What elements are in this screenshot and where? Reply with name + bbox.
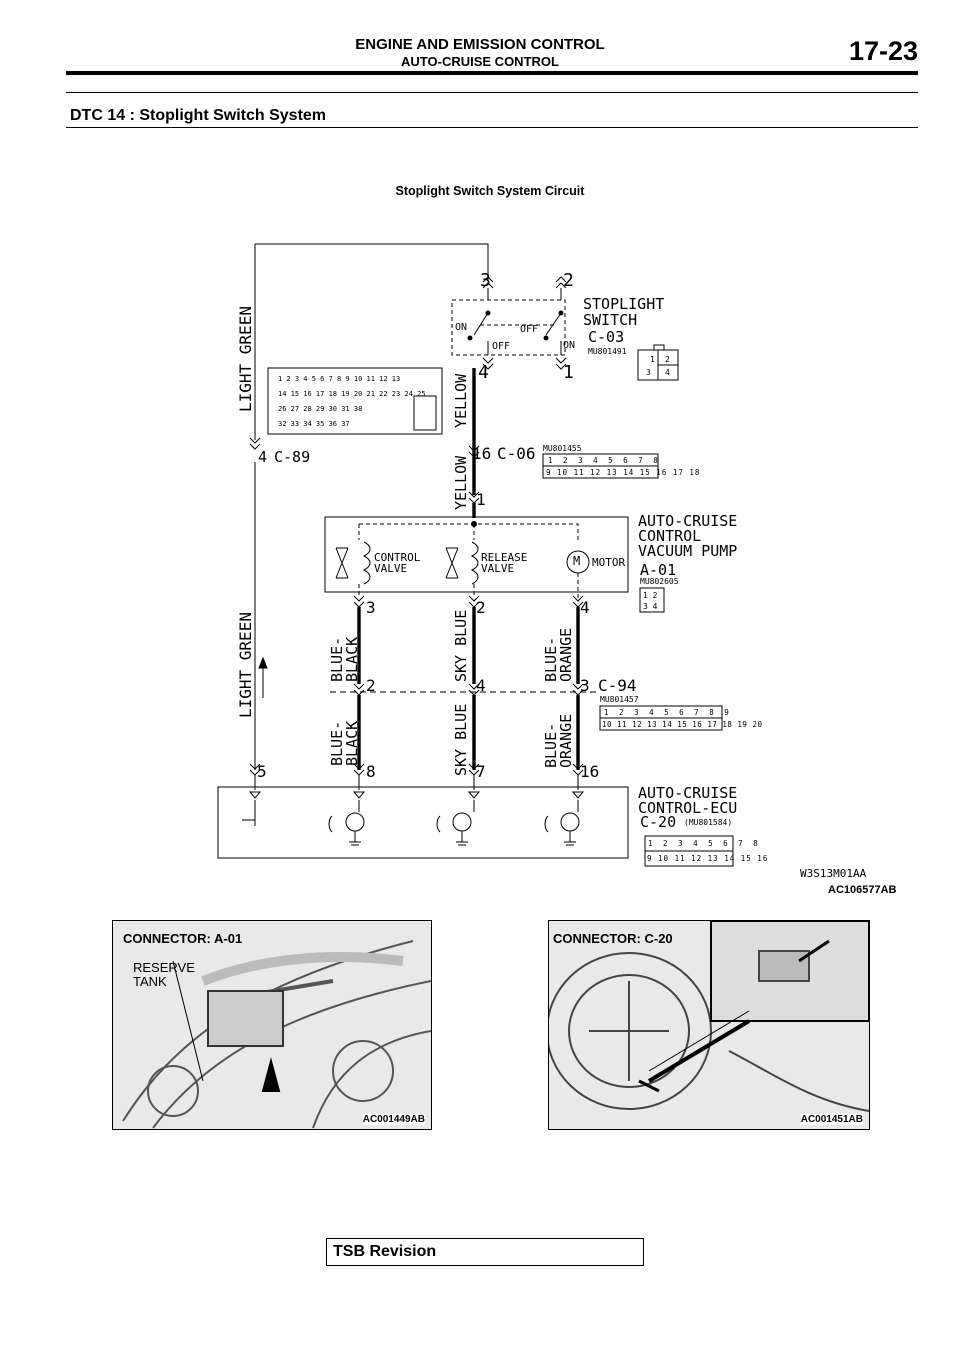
- c03-label: C-03: [588, 328, 625, 346]
- section-title: ENGINE AND EMISSION CONTROL: [355, 36, 605, 53]
- tsb-revision: TSB Revision: [333, 1243, 437, 1260]
- c03-cell: 3: [646, 368, 651, 377]
- a01-label: A-01: [640, 561, 677, 579]
- wire-label-light-green: LIGHT GREEN: [236, 306, 255, 412]
- connector-mark: [354, 684, 364, 695]
- switch-arm-right: [546, 313, 561, 335]
- wire-label-yellow: YELLOW: [452, 373, 470, 428]
- pin-label: 3: [480, 270, 491, 291]
- c94-row: 10 11 12 13 14 15 16 17 18 19 20: [602, 720, 763, 729]
- wire-top-bridge: [255, 244, 488, 280]
- c20-label: C-20: [640, 813, 677, 831]
- photo-connector-c20: [548, 920, 870, 1130]
- wire-label-light-green: LIGHT GREEN: [236, 612, 255, 718]
- c03-part-no: MU801491: [588, 347, 627, 356]
- photo-connector-a01: [112, 920, 432, 1130]
- ecu-pin: 16: [580, 762, 600, 781]
- motor-symbol-label: M: [573, 554, 581, 568]
- c20-row: 1 2 3 4 5 6 7 8: [648, 839, 761, 848]
- photo-code: AC001451AB: [800, 1114, 863, 1125]
- figure-code: AC106577AB: [828, 884, 897, 896]
- c03-cell: 2: [665, 355, 670, 364]
- pump-pin: 2: [476, 598, 486, 617]
- c89-cells: 1 2 3 4 5 6 7 8 9 10 11 12 13 14 15 16 17 18 19 20 21 22 23 24 25 26 27 28 29 30 31 38 32 33 34 35 36 37: [278, 375, 426, 428]
- c20-row: 9 10 11 12 13 14 15 16: [647, 854, 769, 863]
- a01-part-no: MU802605: [640, 577, 679, 586]
- drawing-code: W3S13M01AA: [800, 867, 867, 880]
- switch-off-left: OFF: [492, 341, 511, 352]
- pump-pin: 4: [580, 598, 590, 617]
- wire-label-blue-black: BLUE- BLACK: [328, 720, 361, 766]
- ecu-pin: 5: [257, 762, 267, 781]
- c06-pin: 16: [472, 444, 492, 463]
- dtc-title: DTC 14 : Stoplight Switch System: [70, 107, 327, 124]
- c06-part-no: MU801455: [543, 444, 582, 453]
- connector-mark: [354, 596, 364, 607]
- stoplight-switch-name: STOPLIGHT SWITCH: [583, 295, 665, 329]
- motor-label: MOTOR: [592, 556, 626, 569]
- switch-on-right: ON: [563, 340, 576, 351]
- tsb-revision-box: [326, 1238, 644, 1266]
- wire-label-blue-orange: BLUE- ORANGE: [542, 627, 575, 682]
- photo-code: AC001449AB: [362, 1114, 425, 1125]
- diode-symbol: [336, 548, 348, 578]
- diagram-caption: Stoplight Switch System Circuit: [395, 184, 585, 198]
- pin-label: 4: [478, 362, 489, 383]
- release-valve-label: RELEASE VALVE: [481, 551, 528, 575]
- pump-pin: 3: [366, 598, 376, 617]
- vacuum-pump-name: AUTO-CRUISE CONTROL VACUUM PUMP: [638, 512, 738, 560]
- switch-on-left: ON: [455, 322, 468, 333]
- c06-label: C-06: [497, 444, 536, 463]
- c03-cell: 4: [665, 368, 670, 377]
- a01-cells: 1 2 3 4: [643, 591, 658, 611]
- c06-row: 1 2 3 4 5 6 7 8: [548, 456, 661, 465]
- pin-label: 1: [563, 362, 574, 383]
- current-arrow-head: [259, 658, 267, 668]
- wire-label-blue-black: BLUE- BLACK: [328, 636, 361, 682]
- wire-label-sky-blue: SKY BLUE: [452, 703, 470, 776]
- reserve-tank-label: RESERVE TANK: [133, 960, 195, 989]
- ecu-box: [218, 787, 628, 858]
- c89-label: C-89: [274, 448, 311, 466]
- wire-label-sky-blue: SKY BLUE: [452, 609, 470, 682]
- photo-label: CONNECTOR: C-20: [553, 931, 673, 946]
- c94-pin: 3: [580, 676, 590, 695]
- c20-part-no: (MU801584): [684, 818, 733, 827]
- ecu-pin: 8: [366, 762, 376, 781]
- wire-label-yellow: YELLOW: [452, 455, 470, 510]
- c94-row: 1 2 3 4 5 6 7 8 9: [604, 708, 732, 717]
- coil-symbol: [472, 542, 478, 584]
- pin-label: 2: [563, 270, 574, 291]
- switch-leads: [488, 288, 561, 300]
- ecu-pin: 7: [476, 762, 486, 781]
- c06-bottom-pin: 1: [476, 490, 486, 509]
- c94-label: C-94: [598, 676, 637, 695]
- diode-symbol: [446, 548, 458, 578]
- page-number: 17-23: [848, 36, 918, 66]
- control-valve-label: CONTROL VALVE: [374, 551, 421, 575]
- coil-symbol: [364, 542, 370, 584]
- c94-pin: 4: [476, 676, 486, 695]
- photo-label: CONNECTOR: A-01: [123, 931, 243, 946]
- c03-cell: 1: [650, 355, 655, 364]
- c06-row: 9 10 11 12 13 14 15 16 17 18: [546, 468, 701, 477]
- c89-pin: 4: [258, 448, 268, 466]
- switch-off-right: OFF: [520, 324, 539, 335]
- c94-part-no: MU801457: [600, 695, 639, 704]
- subsection-title: AUTO-CRUISE CONTROL: [401, 54, 559, 69]
- switch-arm-left: [474, 313, 488, 335]
- wire-label-blue-orange: BLUE- ORANGE: [542, 713, 575, 768]
- ecu-name: AUTO-CRUISE CONTROL-ECU: [638, 784, 738, 817]
- c94-pin: 2: [366, 676, 376, 695]
